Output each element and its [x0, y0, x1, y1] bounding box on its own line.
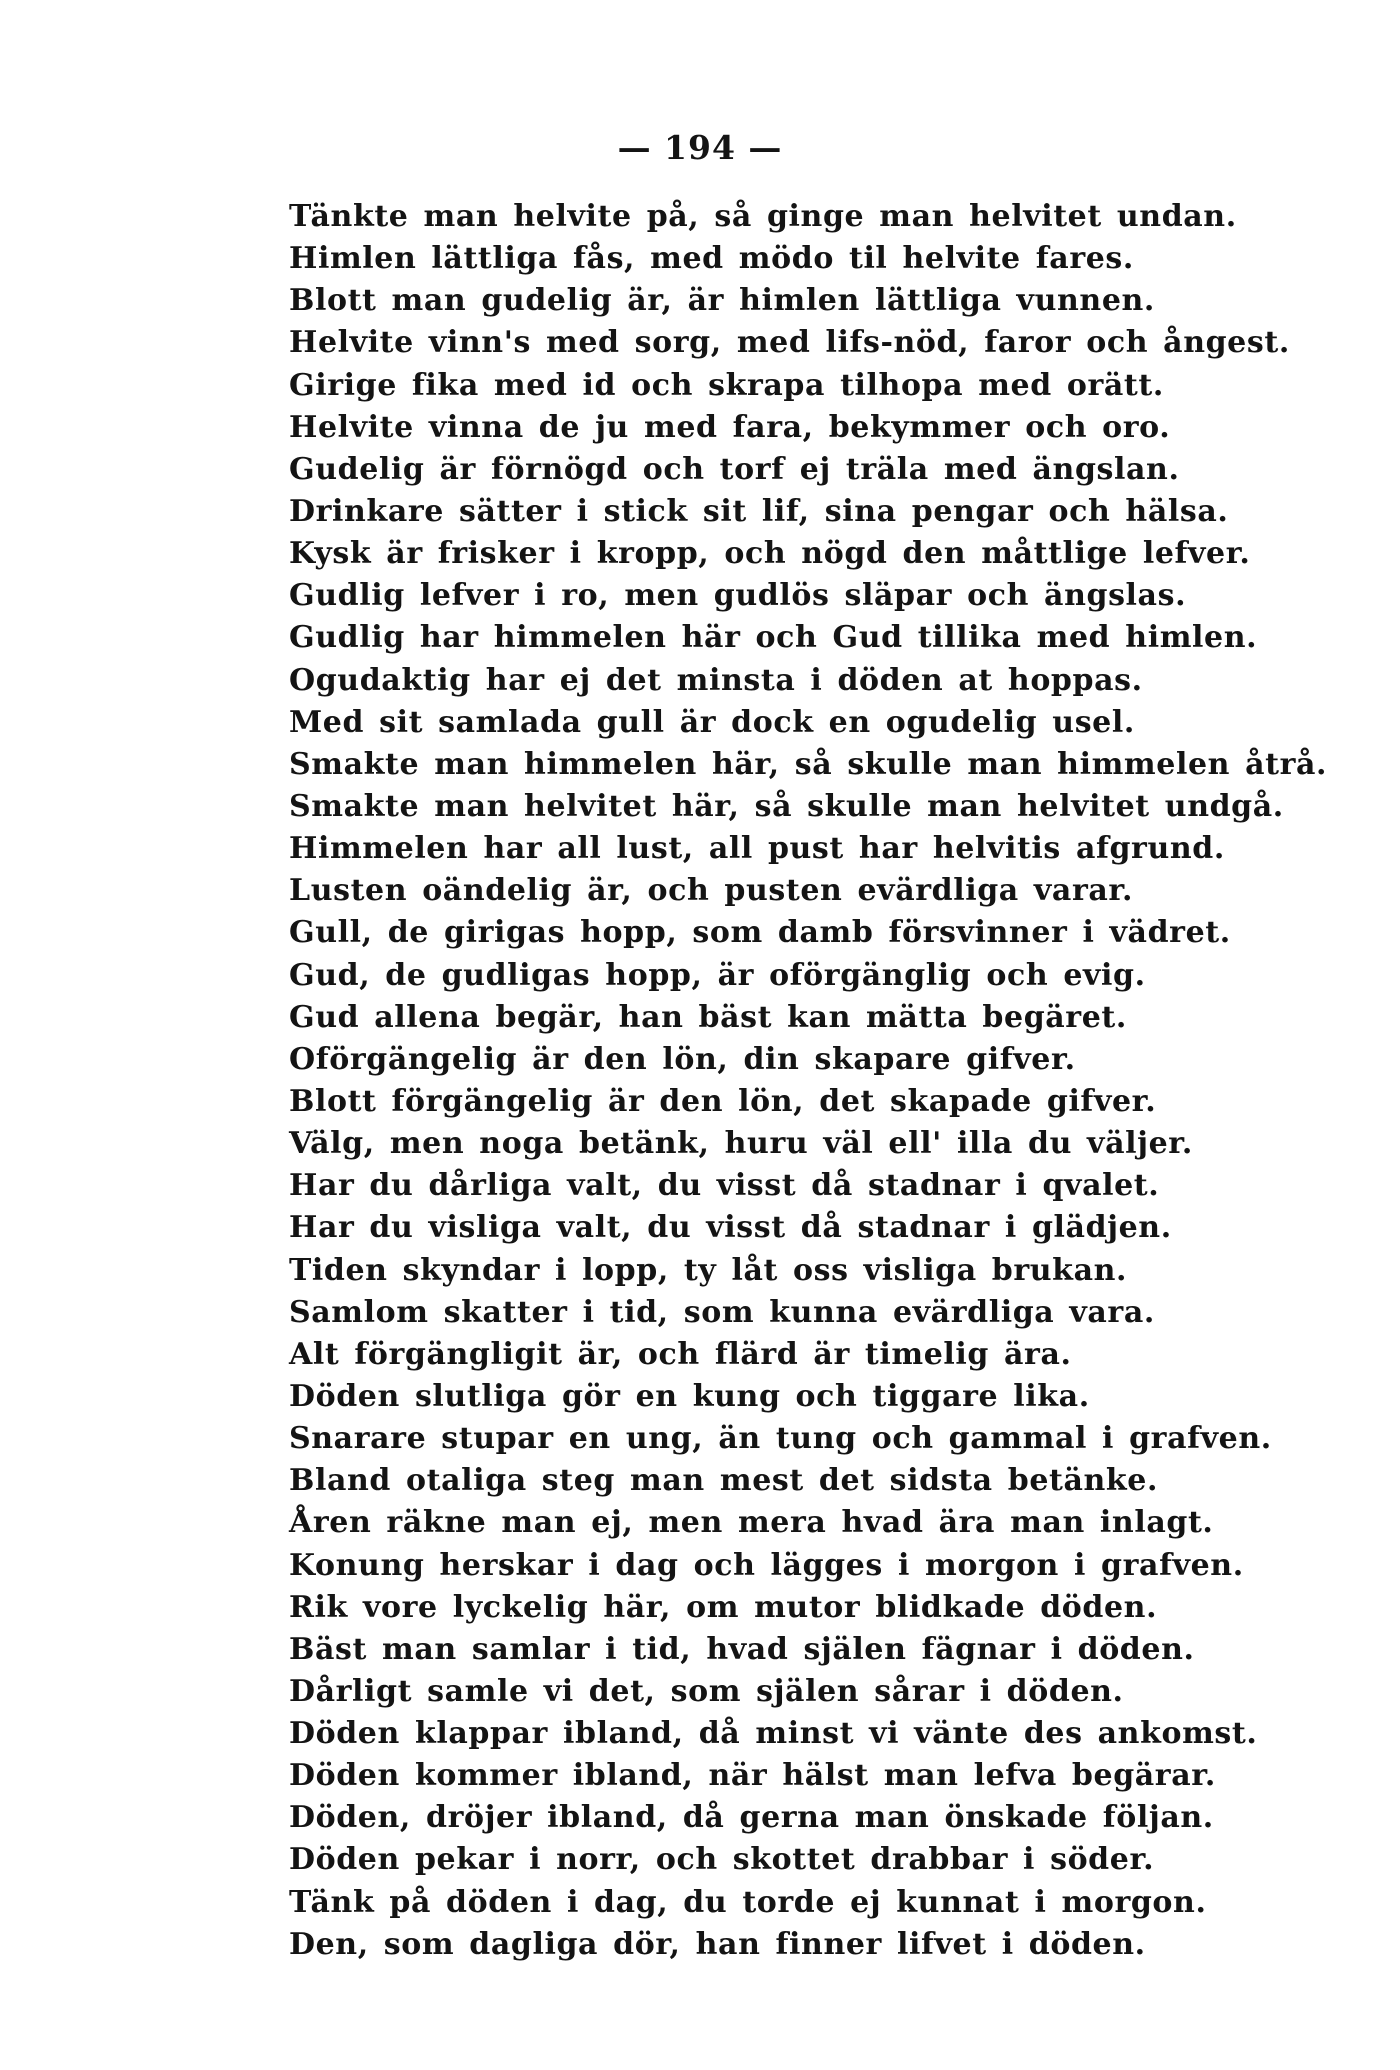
- verse-line: Gud, de gudligas hopp, är oförgänglig och evig.: [289, 957, 1146, 993]
- verse-line: Döden, dröjer ibland, då gerna man önskade följan.: [289, 1800, 1214, 1836]
- verse-line: Helvite vinna de ju med fara, bekymmer och oro.: [289, 409, 1171, 445]
- verse-line: Samlom skatter i tid, som kunna evärdliga vara.: [289, 1294, 1155, 1330]
- verse-line: Har du dårliga valt, du visst då stadnar i qvalet.: [289, 1168, 1160, 1204]
- verse-line: Himlen lättliga fås, med mödo til helvite fares.: [289, 241, 1134, 277]
- verse-line: Alt förgängligit är, och flärd är timelig ära.: [289, 1336, 1072, 1372]
- verse-line: Gull, de girigas hopp, som damb försvinner i vädret.: [289, 915, 1231, 951]
- verse-line: Konung herskar i dag och lägges i morgon i grafven.: [289, 1547, 1244, 1583]
- verse-line: Lusten oändelig är, och pusten evärdliga varar.: [289, 873, 1134, 909]
- verse-line: Dårligt samle vi det, som själen sårar i döden.: [289, 1673, 1124, 1709]
- verse-line: Välg, men noga betänk, huru väl ell' illa du väljer.: [289, 1126, 1193, 1162]
- verse-line: Ogudaktig har ej det minsta i döden at hoppas.: [289, 662, 1143, 698]
- verse-line: Girige fika med id och skrapa tilhopa med orätt.: [289, 367, 1164, 403]
- verse-line: Tänkte man helvite på, så ginge man helvitet undan.: [289, 199, 1237, 234]
- verse-line: Helvite vinn's med sorg, med lifs-nöd, faror och ångest.: [289, 325, 1290, 361]
- verse-line: Blott man gudelig är, är himlen lättliga vunnen.: [289, 283, 1155, 319]
- verse-line: Döden pekar i norr, och skottet drabbar i söder.: [289, 1842, 1155, 1878]
- verse-line: Smakte man helvitet här, så skulle man helvitet undgå.: [289, 788, 1284, 824]
- verse-line: Bland otaliga steg man mest det sidsta betänke.: [289, 1463, 1159, 1499]
- verse-line: Tiden skyndar i lopp, ty låt oss visliga brukan.: [289, 1252, 1128, 1288]
- verse-line: Gud allena begär, han bäst kan mätta begäret.: [289, 999, 1127, 1035]
- verse-line: Snarare stupar en ung, än tung och gammal i grafven.: [289, 1421, 1272, 1457]
- verse-line: Gudelig är förnögd och torf ej träla med ängslan.: [289, 451, 1180, 487]
- verse-line: Åren räkne man ej, men mera hvad ära man inlagt.: [289, 1505, 1214, 1541]
- verse-line: Kysk är frisker i kropp, och nögd den måttlige lefver.: [289, 536, 1251, 572]
- verse-list: [289, 196, 1369, 1966]
- verse-line: Gudlig har himmelen här och Gud tillika med himlen.: [289, 620, 1258, 656]
- verse-line: Drinkare sätter i stick sit lif, sina pengar och hälsa.: [289, 493, 1229, 529]
- verse-line: Smakte man himmelen här, så skulle man himmelen åtrå.: [289, 746, 1328, 782]
- page-number: — 194 —: [617, 128, 783, 167]
- verse-line: Döden klappar ibland, då minst vi vänte des ankomst.: [289, 1716, 1258, 1752]
- verse-line: Tänk på döden i dag, du torde ej kunnat i morgon.: [289, 1884, 1207, 1920]
- verse-line: Har du visliga valt, du visst då stadnar i glädjen.: [289, 1210, 1172, 1246]
- verse-line: Bäst man samlar i tid, hvad själen fägnar i döden.: [289, 1631, 1195, 1667]
- verse-line: Döden slutliga gör en kung och tiggare lika.: [289, 1378, 1090, 1414]
- verse-line: Med sit samlada gull är dock en ogudelig usel.: [289, 704, 1135, 740]
- verse-line: Den, som dagliga dör, han finner lifvet i döden.: [289, 1926, 1146, 1962]
- verse-line: Gudlig lefver i ro, men gudlös släpar och ängslas.: [289, 578, 1187, 614]
- verse-line: Rik vore lyckelig här, om mutor blidkade döden.: [289, 1589, 1158, 1625]
- verse-line: Döden kommer ibland, när hälst man lefva begärar.: [289, 1758, 1216, 1794]
- verse-line: Himmelen har all lust, all pust har helvitis afgrund.: [289, 831, 1225, 867]
- verse-line: Blott förgängelig är den lön, det skapade gifver.: [289, 1083, 1157, 1119]
- verse-line: Oförgängelig är den lön, din skapare gifver.: [289, 1041, 1076, 1077]
